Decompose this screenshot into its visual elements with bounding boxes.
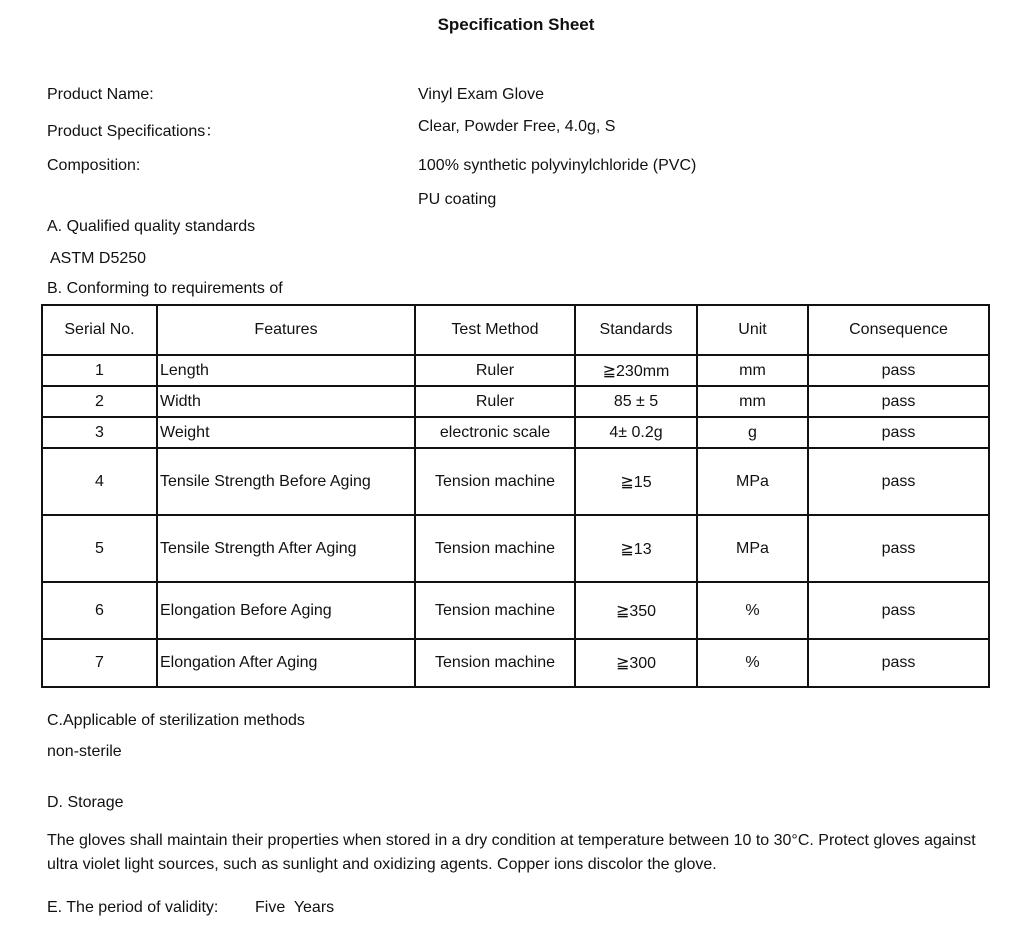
- cell-test-method: Tension machine: [415, 639, 575, 687]
- table-row: [42, 639, 989, 687]
- cell-test-method: Tension machine: [415, 582, 575, 639]
- specification-table: [41, 304, 990, 688]
- table-row: [42, 448, 989, 515]
- validity-value: Five Years: [255, 899, 335, 916]
- table-row: [42, 515, 989, 582]
- product-name-value: Vinyl Exam Glove: [418, 86, 544, 103]
- section-a-standard: ASTM D5250: [50, 250, 147, 267]
- cell-standard: ≧350: [575, 582, 697, 639]
- cell-serial: 5: [42, 515, 157, 582]
- cell-unit: MPa: [697, 448, 808, 515]
- header-serial-no: Serial No.: [42, 305, 157, 355]
- cell-feature: Elongation Before Aging: [157, 582, 415, 639]
- cell-serial: 4: [42, 448, 157, 515]
- section-a-heading: A. Qualified quality standards: [47, 218, 256, 235]
- header-standards: Standards: [575, 305, 697, 355]
- cell-unit: %: [697, 582, 808, 639]
- cell-standard: 4± 0.2g: [575, 417, 697, 448]
- cell-consequence: pass: [808, 582, 989, 639]
- table-row: [42, 417, 989, 448]
- cell-feature: Length: [157, 355, 415, 386]
- cell-feature: Tensile Strength After Aging: [157, 515, 415, 582]
- cell-consequence: pass: [808, 639, 989, 687]
- cell-unit: mm: [697, 355, 808, 386]
- cell-standard: 85 ± 5: [575, 386, 697, 417]
- section-c-heading: C.Applicable of sterilization methods: [47, 712, 305, 729]
- storage-paragraph: The gloves shall maintain their properties when stored in a dry condition at temperature between 10 to 30°C. Protect gloves against ultra violet light sources, such as sunlight and oxidizing agents. Copper ions discolor the glove.: [47, 832, 976, 873]
- cell-serial: 3: [42, 417, 157, 448]
- cell-unit: %: [697, 639, 808, 687]
- cell-serial: 7: [42, 639, 157, 687]
- table-row: [42, 355, 989, 386]
- table-header-row: [42, 305, 989, 355]
- cell-test-method: Tension machine: [415, 515, 575, 582]
- cell-serial: 2: [42, 386, 157, 417]
- header-features: Features: [157, 305, 415, 355]
- cell-test-method: Ruler: [415, 386, 575, 417]
- cell-unit: g: [697, 417, 808, 448]
- cell-consequence: pass: [808, 355, 989, 386]
- section-d-heading: D. Storage: [47, 794, 124, 811]
- cell-standard: ≧300: [575, 639, 697, 687]
- validity-label: E. The period of validity:: [47, 899, 219, 916]
- cell-feature: Elongation After Aging: [157, 639, 415, 687]
- product-specifications-value: Clear, Powder Free, 4.0g, S: [418, 118, 616, 135]
- cell-serial: 6: [42, 582, 157, 639]
- cell-standard: ≧15: [575, 448, 697, 515]
- cell-test-method: electronic scale: [415, 417, 575, 448]
- cell-test-method: Tension machine: [415, 448, 575, 515]
- product-name-label: Product Name:: [47, 86, 154, 103]
- cell-standard: ≧230mm: [575, 355, 697, 386]
- cell-unit: mm: [697, 386, 808, 417]
- cell-feature: Tensile Strength Before Aging: [157, 448, 415, 515]
- cell-serial: 1: [42, 355, 157, 386]
- composition-value: 100% synthetic polyvinylchloride (PVC): [418, 157, 697, 174]
- header-consequence: Consequence: [808, 305, 989, 355]
- composition-label: Composition:: [47, 157, 141, 174]
- coating-value: PU coating: [418, 191, 497, 208]
- cell-test-method: Ruler: [415, 355, 575, 386]
- cell-consequence: pass: [808, 448, 989, 515]
- table-row: [42, 386, 989, 417]
- section-c-value: non-sterile: [47, 743, 122, 760]
- cell-consequence: pass: [808, 515, 989, 582]
- section-b-heading: B. Conforming to requirements of: [47, 280, 283, 297]
- cell-consequence: pass: [808, 386, 989, 417]
- cell-unit: MPa: [697, 515, 808, 582]
- cell-standard: ≧13: [575, 515, 697, 582]
- header-test-method: Test Method: [415, 305, 575, 355]
- product-specifications-label: Product Specifications：: [47, 123, 222, 140]
- cell-feature: Width: [157, 386, 415, 417]
- cell-consequence: pass: [808, 417, 989, 448]
- cell-feature: Weight: [157, 417, 415, 448]
- table-row: [42, 582, 989, 639]
- page-title: Specification Sheet: [437, 15, 595, 34]
- header-unit: Unit: [697, 305, 808, 355]
